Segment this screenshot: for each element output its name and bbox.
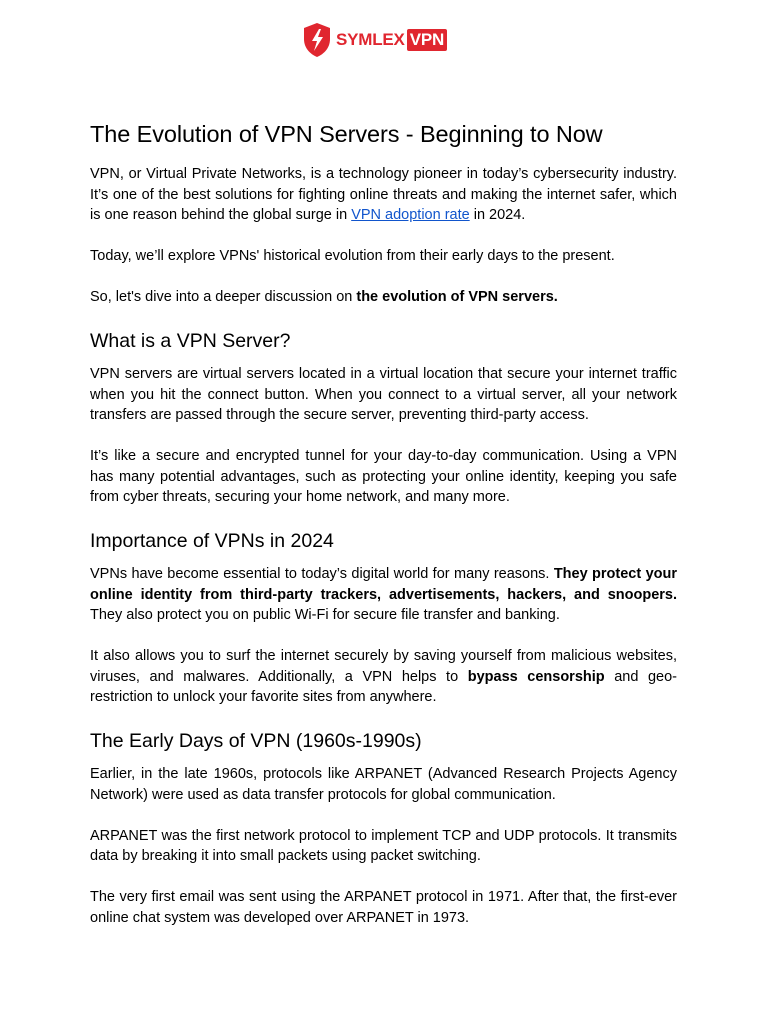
section1-paragraph-2: It’s like a secure and encrypted tunnel for your day-to-day communication. Using a VPN has many potential advantages, such as protecting your online identity, keeping you safe from cyber threats, securing your home network, and many more.: [90, 448, 677, 505]
section3-paragraph-2: ARPANET was the first network protocol to implement TCP and UDP protocols. It transmits data by breaking it into small packets using packet switching.: [90, 827, 677, 864]
intro-paragraph-2: Today, we’ll explore VPNs' historical evolution from their early days to the present.: [90, 248, 615, 264]
intro-lead-text: So, let's dive into a deeper discussion on: [90, 289, 357, 305]
intro-paragraph-1: [90, 164, 677, 226]
intro-text-end: in 2024.: [469, 207, 526, 223]
section2-text-end: They also protect you on public Wi-Fi for secure file transfer and banking.: [90, 607, 560, 623]
intro-bold-text: the evolution of VPN servers.: [356, 289, 558, 305]
intro-text: VPN, or Virtual Private Networks, is a technology pioneer in today’s cybersecurity industry. It’s one of the best solutions for fighting online threats and making the internet safer, which is one reason behind the global surge in: [90, 166, 677, 223]
section2-paragraph-2: [90, 646, 677, 708]
shield-icon: [302, 22, 332, 58]
section2-p2-text-end: and geo-restriction to unlock your favorite sites from anywhere.: [90, 668, 677, 705]
section2-bold-text: They protect your online identity from third-party trackers, advertisements, hackers, and snoopers.: [90, 566, 677, 603]
logo-brand-text: SYMLEX: [336, 30, 405, 49]
vpn-adoption-rate-link[interactable]: VPN adoption rate: [351, 207, 470, 223]
section-heading-early-days: The Early Days of VPN (1960s-1990s): [90, 730, 422, 752]
section2-p2-text: It also allows you to surf the internet securely by saving yourself from malicious websites, viruses, and malwares. Additionally, a VPN helps to: [90, 648, 677, 685]
symlex-vpn-logo: [302, 22, 447, 58]
intro-paragraph-3: [90, 287, 677, 308]
logo-vpn-badge: VPN: [407, 29, 447, 51]
section2-paragraph-1: [90, 564, 677, 626]
section1-paragraph-1: VPN servers are virtual servers located in a virtual location that secure your internet traffic when you hit the connect button. When you connect to a virtual server, all your network transfers are passed through the secure server, preventing third-party access.: [90, 366, 677, 423]
page-title: The Evolution of VPN Servers - Beginning to Now: [90, 121, 603, 147]
section2-p2-bold-text: bypass censorship: [467, 668, 605, 685]
section-heading-importance: Importance of VPNs in 2024: [90, 530, 334, 552]
section3-paragraph-3: The very first email was sent using the ARPANET protocol in 1971. After that, the first-ever online chat system was developed over ARPANET in 1973.: [90, 889, 677, 926]
section2-text: VPNs have become essential to today’s digital world for many reasons.: [90, 566, 554, 582]
section-heading-vpn-server: What is a VPN Server?: [90, 330, 291, 352]
section3-paragraph-1: Earlier, in the late 1960s, protocols like ARPANET (Advanced Research Projects Agency Network) were used as data transfer protocols for global communication.: [90, 766, 677, 803]
logo-wordmark: [336, 29, 447, 51]
article-body: [90, 118, 677, 928]
